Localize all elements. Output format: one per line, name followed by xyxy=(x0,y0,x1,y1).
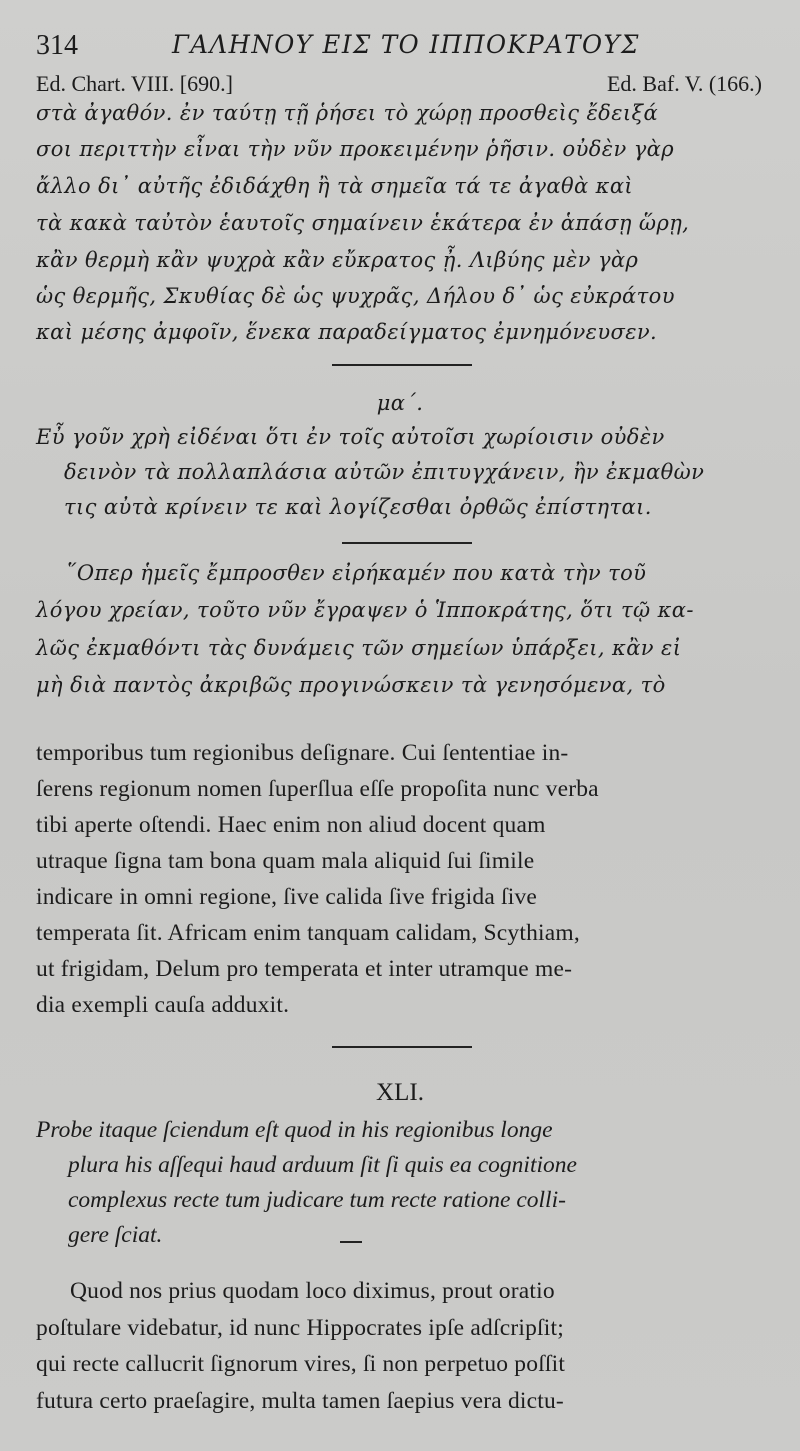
latin-commentary-line: indicare in omni regione, ſive calida ſive frigida ſive xyxy=(36,884,538,910)
edition-chartier-reference: Ed. Chart. VIII. [690.] xyxy=(36,71,233,96)
section-divider xyxy=(332,1046,472,1048)
greek-commentary-line: τὰ κακὰ ταὐτὸν ἑαυτοῖς σημαίνειν ἑκάτερα ἐν ἁπάσῃ ὥρῃ, xyxy=(36,211,690,235)
section-divider-mark xyxy=(340,1241,362,1243)
greek-commentary-line: μὴ διὰ παντὸς ἀκριβῶς προγινώσκειν τὰ γενησόμενα, τὸ xyxy=(36,673,666,697)
latin-commentary-line: poſtulare videbatur, id nunc Hippocrates ipſe adſcripſit; xyxy=(36,1315,564,1341)
latin-commentary-line: ſerens regionum nomen ſuperſlua eſſe propoſita nunc verba xyxy=(36,776,599,802)
latin-commentary-line: utraque ſigna tam bona quam mala aliquid ſui ſimile xyxy=(36,848,535,874)
latin-aphorism-line: gere ſciat. xyxy=(68,1222,163,1248)
greek-commentary-line: ὡς θερμῆς, Σκυθίας δὲ ὡς ψυχρᾶς, Δήλου δ᾽ ὡς εὐκράτου xyxy=(36,284,675,308)
latin-aphorism-line: Probe itaque ſciendum eſt quod in his regionibus longe xyxy=(36,1117,553,1143)
greek-section-number: μα΄. xyxy=(376,391,424,415)
section-divider xyxy=(342,542,472,544)
greek-commentary-line: κἂν θερμὴ κἂν ψυχρὰ κἂν εὔκρατος ᾖ. Λιβύης μὲν γὰρ xyxy=(36,248,639,272)
edition-basel-reference: Ed. Baf. V. (166.) xyxy=(606,71,762,96)
latin-commentary-line: ut frigidam, Delum pro temperata et inter utramque me- xyxy=(36,956,573,982)
running-title: ΓΑΛΗΝΟΥ ΕΙΣ ΤΟ ΙΠΠΟΚΡΑΤΟΥΣ xyxy=(172,30,640,59)
greek-commentary-line: ἄλλο δι᾽ αὐτῆς ἐδιδάχθη ἢ τὰ σημεῖα τά τε ἀγαθὰ καὶ xyxy=(36,174,634,198)
greek-commentary-line: σοι περιττὴν εἶναι τὴν νῦν προκειμένην ῥῆσιν. οὐδὲν γὰρ xyxy=(36,137,674,161)
latin-commentary-line: qui recte callucrit ſignorum vires, ſi non perpetuo poſſit xyxy=(36,1351,566,1377)
greek-aphorism-line: τις αὐτὰ κρίνειν τε καὶ λογίζεσθαι ὀρθῶς ἐπίστηται. xyxy=(64,495,652,519)
greek-aphorism-line: δεινὸν τὰ πολλαπλάσια αὐτῶν ἐπιτυγχάνειν, ἢν ἐκμαθὼν xyxy=(64,460,705,484)
latin-commentary-line: dia exempli cauſa adduxit. xyxy=(36,992,290,1018)
latin-commentary-line: futura certo praeſagire, multa tamen ſaepius vera dictu- xyxy=(36,1388,564,1414)
latin-commentary-line: temperata ſit. Africam enim tanquam calidam, Scythiam, xyxy=(36,920,580,946)
latin-aphorism-line: complexus recte tum judicare tum recte ratione colli- xyxy=(68,1187,566,1213)
greek-commentary-line: λόγου χρείαν, τοῦτο νῦν ἔγραψεν ὁ Ἱπποκράτης, ὅτι τῷ κα- xyxy=(36,598,694,622)
greek-commentary-line: λῶς ἐκμαθόντι τὰς δυνάμεις τῶν σημείων ὑπάρξει, κἂν εἰ xyxy=(36,636,682,660)
greek-commentary-line: στὰ ἀγαθόν. ἐν ταύτῃ τῇ ῥήσει τὸ χώρῃ προσθεὶς ἔδειξά xyxy=(36,101,659,125)
greek-aphorism-line: Εὖ γοῦν χρὴ εἰδέναι ὅτι ἐν τοῖς αὐτοῖσι χωρίοισιν οὐδὲν xyxy=(36,425,665,449)
page-number: 314 xyxy=(36,30,78,61)
latin-commentary-line: temporibus tum regionibus deſignare. Cui ſententiae in- xyxy=(36,740,569,766)
greek-commentary-line: καὶ μέσης ἀμφοῖν, ἕνεκα παραδείγματος ἐμνημόνευσεν. xyxy=(36,320,658,344)
greek-commentary-line: ῞Οπερ ἡμεῖς ἔμπροσθεν εἰρήκαμέν που κατὰ τὴν τοῦ xyxy=(66,561,647,585)
latin-commentary-line: tibi aperte oſtendi. Haec enim non aliud docent quam xyxy=(36,812,546,838)
latin-section-number: XLI. xyxy=(376,1079,424,1106)
latin-commentary-line: Quod nos prius quodam loco diximus, prout oratio xyxy=(70,1278,555,1304)
section-divider xyxy=(332,364,472,366)
latin-aphorism-line: plura his aſſequi haud arduum ſit ſi quis ea cognitione xyxy=(68,1152,577,1178)
